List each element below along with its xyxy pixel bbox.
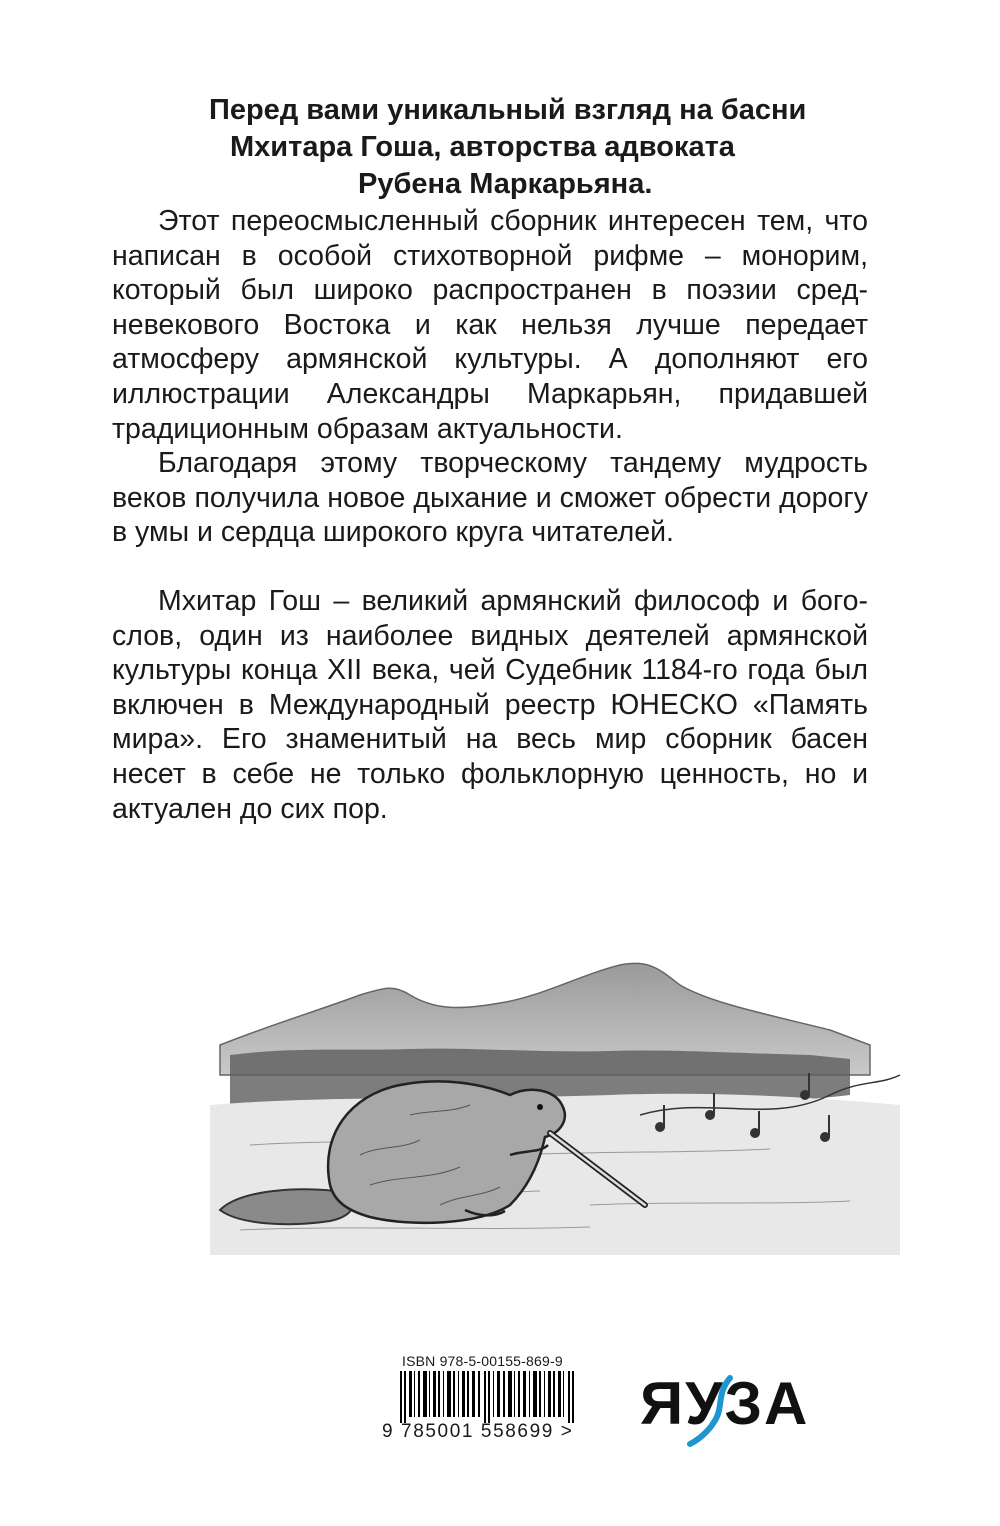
publisher-logo-text: ЯУЗА	[640, 1370, 810, 1437]
barcode-bars-icon	[400, 1371, 576, 1423]
paragraph-tandem: Благодаря этому творческому тандему мудрость веков получила новое дыхание и сможет обрести дорогу в умы и сердца широкого круга читателей.	[112, 447, 868, 549]
headline-line-1: Перед вами уникальный взгляд на басни	[209, 94, 807, 126]
paragraph-about-author: Мхитар Гош – великий армянский философ и богослов, один из наиболее видных деятелей армянской культуры конца XII века, чей Судебник 1184-го года был включен в Международный реестр ЮНЕСКО «Память мира». Его знаменитый на весь мир сборник басен несет в себе не только фольклорную ценность, но и актуален до сих пор.	[112, 584, 868, 825]
isbn-barcode	[382, 1353, 594, 1445]
paragraph-collection-intro: Этот переосмысленный сборник интересен тем, что написан в особой стихотворной рифме – монорим, который был широко распространен в поэзии средневекового Востока и как нельзя лучше передает атмосферу армянской культуры. А дополняют его иллюстрации Александры Маркарьян, придавшей традиционным образам актуальности.	[112, 205, 868, 445]
publisher-logo	[638, 1358, 810, 1448]
description-text	[112, 204, 868, 826]
beaver-illustration	[210, 955, 900, 1255]
headline-line-3: Рубена Маркарьяна.	[358, 168, 653, 200]
ean-digits: 9 785001 558699 >	[382, 1421, 574, 1442]
headline-line-2: Мхитара Гоша, авторства адвоката	[230, 131, 735, 163]
isbn-label: ISBN 978-5-00155-869-9	[402, 1353, 563, 1369]
